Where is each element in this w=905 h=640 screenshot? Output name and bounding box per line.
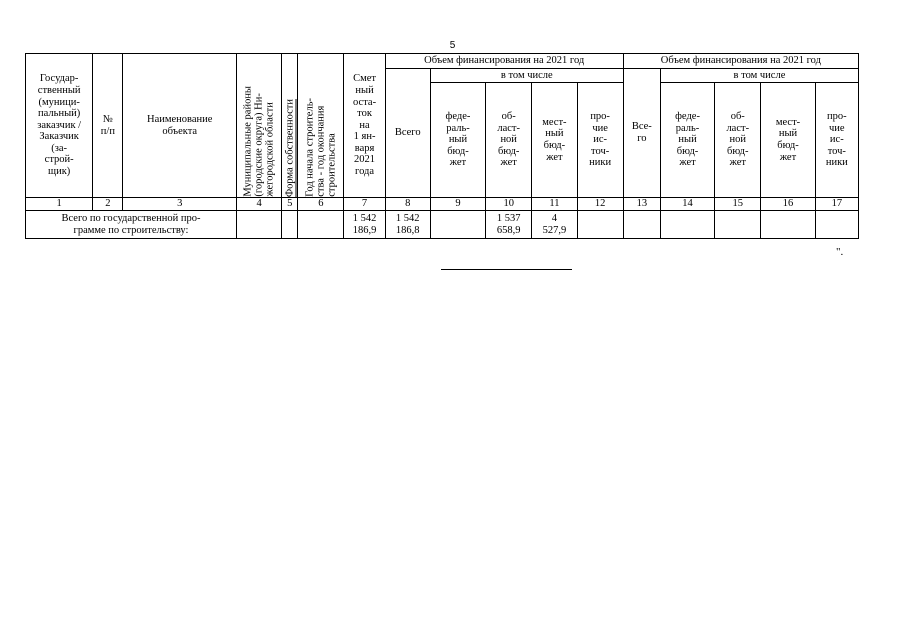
column-number: 5 <box>282 198 298 211</box>
column-number: 17 <box>815 198 858 211</box>
total-cell-14 <box>660 211 714 239</box>
total-federal <box>430 211 485 239</box>
header-balance: Смет ный оста- ток на 1 ян- варя 2021 года <box>344 54 385 198</box>
column-number: 7 <box>344 198 385 211</box>
header-years-text: Год начала строитель- ства - год окончания строительства <box>304 98 338 197</box>
page-number: 5 <box>449 40 456 51</box>
header-districts <box>236 54 281 198</box>
header-federal-b: феде- раль- ный бюд- жет <box>660 83 714 198</box>
column-number: 4 <box>236 198 281 211</box>
total-funding: 1 542 186,8 <box>385 211 430 239</box>
funding-table <box>25 53 859 239</box>
header-ownership-text: Форма собственности <box>284 98 296 197</box>
header-districts-text: Муниципальные районы (городские округа) Ни- жегородской области <box>242 86 276 197</box>
header-local-b: мест- ный бюд- жет <box>761 83 815 198</box>
separator-line <box>441 269 572 270</box>
column-number: 13 <box>623 198 660 211</box>
header-regional-a: об- ласт- ной бюд- жет <box>486 83 532 198</box>
total-cell-16 <box>761 211 815 239</box>
column-number: 8 <box>385 198 430 211</box>
column-number: 15 <box>715 198 761 211</box>
header-other-b: про- чие ис- точ- ники <box>815 83 858 198</box>
column-number: 3 <box>123 198 237 211</box>
total-row <box>26 211 859 239</box>
header-local-a: мест- ный бюд- жет <box>532 83 577 198</box>
total-balance: 1 542 186,9 <box>344 211 385 239</box>
header-funding-b: Объем финансирования на 2021 год <box>623 54 858 69</box>
header-customer: Государ- ственный (муници- пальный) заказчик / Заказчик (за- строй- щик) <box>26 54 93 198</box>
header-federal-a: феде- раль- ный бюд- жет <box>430 83 485 198</box>
header-including-b: в том числе <box>660 69 858 83</box>
column-number: 14 <box>660 198 714 211</box>
header-ownership <box>282 54 298 198</box>
header-other-a: про- чие ис- точ- ники <box>577 83 623 198</box>
total-cell-6 <box>298 211 344 239</box>
column-number-row <box>26 198 859 211</box>
header-regional-b: об- ласт- ной бюд- жет <box>715 83 761 198</box>
column-number: 6 <box>298 198 344 211</box>
total-cell-13 <box>623 211 660 239</box>
header-years <box>298 54 344 198</box>
header-object-name: Наименование объекта <box>123 54 237 198</box>
total-cell-17 <box>815 211 858 239</box>
total-regional: 1 537 658,9 <box>486 211 532 239</box>
total-cell-5 <box>282 211 298 239</box>
column-number: 1 <box>26 198 93 211</box>
closing-quote: ". <box>836 246 844 258</box>
header-total-b: Все- го <box>623 69 660 198</box>
column-number: 12 <box>577 198 623 211</box>
total-label: Всего по государственной про- грамме по строительству: <box>26 211 237 239</box>
column-number: 16 <box>761 198 815 211</box>
total-cell-4 <box>236 211 281 239</box>
header-total-a: Всего <box>385 69 430 198</box>
header-funding-a: Объем финансирования на 2021 год <box>385 54 623 69</box>
header-including-a: в том числе <box>430 69 623 83</box>
column-number: 9 <box>430 198 485 211</box>
total-other <box>577 211 623 239</box>
total-cell-15 <box>715 211 761 239</box>
column-number: 2 <box>93 198 123 211</box>
total-local: 4 527,9 <box>532 211 577 239</box>
header-number: № п/п <box>93 54 123 198</box>
column-number: 10 <box>486 198 532 211</box>
column-number: 11 <box>532 198 577 211</box>
